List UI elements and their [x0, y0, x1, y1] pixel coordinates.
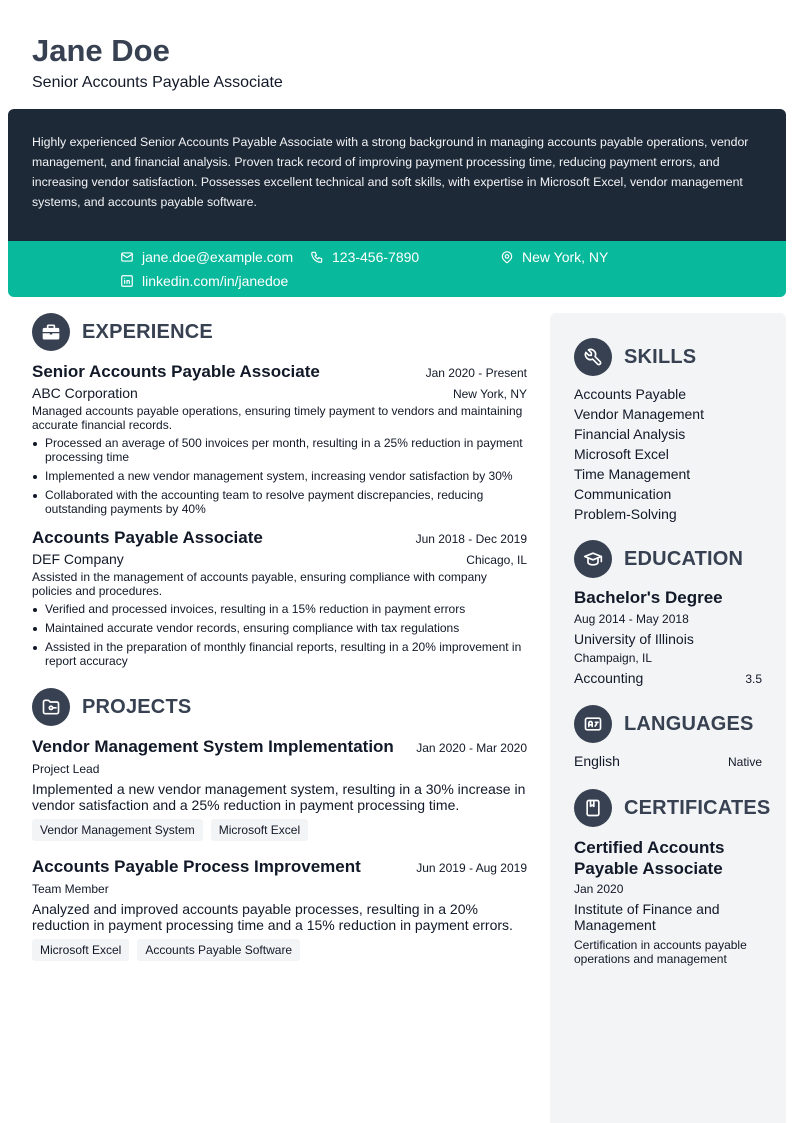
languages-heading: [574, 705, 762, 743]
sidebar: [550, 313, 786, 1123]
tag: Accounts Payable Software: [137, 939, 300, 961]
tag: Microsoft Excel: [211, 819, 308, 841]
education-heading: [574, 540, 762, 578]
skill-item: Accounts Payable: [574, 386, 687, 402]
projects-title: PROJECTS: [82, 695, 192, 718]
projects-heading: [32, 688, 527, 726]
certificate-entry: [574, 837, 762, 966]
skill-item: Problem-Solving: [574, 506, 677, 522]
skill-item: Time Management: [574, 466, 691, 482]
skills-heading: [574, 338, 762, 376]
achievement-item: Maintained accurate vendor records, ensuring compliance with tax regulations: [32, 621, 527, 635]
experience-entry: [32, 528, 527, 668]
company-name: ABC Corporation: [32, 385, 138, 401]
job-achievements: [32, 602, 527, 668]
school-name: University of Illinois: [574, 631, 694, 647]
contact-location: [500, 247, 608, 267]
certificate-icon: [574, 789, 612, 827]
summary-section: [8, 109, 786, 241]
achievement-item: Assisted in the preparation of monthly financial reports, resulting in a 20% improvement in report accuracy: [32, 640, 527, 668]
skill-item: Microsoft Excel: [574, 446, 669, 462]
resume-header: [32, 33, 283, 92]
education-entry: [574, 588, 762, 686]
language-level: Native: [727, 755, 762, 769]
job-location: New York, NY: [452, 387, 527, 401]
briefcase-icon: [32, 313, 70, 351]
skill-item: Financial Analysis: [574, 426, 686, 442]
certificates-heading: [574, 789, 771, 827]
candidate-title: Senior Accounts Payable Associate: [32, 74, 283, 91]
phone-icon: [310, 250, 324, 264]
contact-bar: [8, 241, 786, 297]
achievement-item: Verified and processed invoices, resulting in a 15% reduction in payment errors: [32, 602, 527, 616]
languages-title: LANGUAGES: [624, 712, 754, 735]
job-location: Chicago, IL: [466, 553, 527, 567]
contact-email[interactable]: [120, 247, 293, 267]
skill-item: Communication: [574, 486, 672, 502]
language-item: [574, 753, 762, 769]
contact-phone[interactable]: [310, 247, 419, 267]
job-title: Accounts Payable Associate: [32, 528, 263, 547]
education-dates: Aug 2014 - May 2018: [574, 612, 689, 626]
project-entry: [32, 737, 527, 841]
phone-text: 123-456-7890: [332, 249, 420, 265]
graduation-cap-icon: [574, 540, 612, 578]
map-pin-icon: [500, 250, 514, 264]
company-name: DEF Company: [32, 551, 124, 567]
certificate-issuer: Institute of Finance and Management: [574, 901, 720, 933]
skills-title: SKILLS: [624, 345, 697, 368]
job-achievements: [32, 436, 527, 516]
email-text: jane.doe@example.com: [142, 249, 294, 265]
job-title: Senior Accounts Payable Associate: [32, 362, 320, 381]
project-dates: Jun 2019 - Aug 2019: [416, 861, 527, 875]
linkedin-icon: [120, 274, 134, 288]
translate-icon: [574, 705, 612, 743]
certificate-date: Jan 2020: [574, 882, 624, 896]
project-role: Project Lead: [32, 762, 100, 776]
certificate-title: Certified Accounts Payable Associate: [574, 838, 725, 878]
project-title: Vendor Management System Implementation: [32, 737, 394, 756]
achievement-item: Processed an average of 500 invoices per month, resulting in a 25% reduction in payment processing time: [32, 436, 527, 464]
main-column: [32, 313, 527, 961]
candidate-name: Jane Doe: [32, 33, 170, 68]
achievement-item: Collaborated with the accounting team to resolve payment discrepancies, reducing outstanding payments by 40%: [32, 488, 527, 516]
tag: Vendor Management System: [32, 819, 203, 841]
project-role: Team Member: [32, 882, 109, 896]
project-description: Analyzed and improved accounts payable processes, resulting in a 20% reduction in payment processing time and a 15% reduction in payment errors.: [32, 901, 513, 933]
project-entry: [32, 857, 527, 961]
experience-entry: [32, 362, 527, 516]
certificate-description: Certification in accounts payable operations and management: [574, 938, 747, 966]
experience-title: EXPERIENCE: [82, 320, 213, 343]
school-location: Champaign, IL: [574, 651, 653, 665]
job-description: Managed accounts payable operations, ensuring timely payment to vendors and maintaining accurate financial records.: [32, 404, 523, 432]
skill-item: Vendor Management: [574, 406, 704, 422]
project-tags: [32, 939, 527, 961]
education-title: EDUCATION: [624, 547, 744, 570]
project-title: Accounts Payable Process Improvement: [32, 857, 361, 876]
project-dates: Jan 2020 - Mar 2020: [416, 741, 527, 755]
field-of-study: Accounting: [574, 670, 644, 686]
certificates-title: CERTIFICATES: [624, 796, 771, 819]
linkedin-text: linkedin.com/in/janedoe: [142, 273, 289, 289]
experience-heading: [32, 313, 527, 351]
language-name: English: [574, 753, 620, 769]
skills-list: [574, 384, 762, 524]
folder-icon: [32, 688, 70, 726]
degree: Bachelor's Degree: [574, 588, 723, 607]
job-dates: Jan 2020 - Present: [425, 366, 527, 380]
contact-linkedin[interactable]: [120, 271, 288, 291]
mail-icon: [120, 250, 134, 264]
tag: Microsoft Excel: [32, 939, 129, 961]
job-description: Assisted in the management of accounts payable, ensuring compliance with company policies and procedures.: [32, 570, 487, 598]
achievement-item: Implemented a new vendor management system, increasing vendor satisfaction by 30%: [32, 469, 527, 483]
gpa: 3.5: [745, 672, 762, 686]
project-tags: [32, 819, 527, 841]
project-description: Implemented a new vendor management system, resulting in a 30% increase in vendor satisfaction and a 25% reduction in payment processing time.: [32, 781, 526, 813]
summary-text: Highly experienced Senior Accounts Payable Associate with a strong background in managing accounts payable operations, vendor management, and financial analysis. Proven track record of improving payment processing time, reducing payment errors, and increasing vendor satisfaction. Possesses excellent technical and soft skills, with expertise in Microsoft Excel, vendor management systems, and accounts payable software.: [32, 135, 749, 209]
job-dates: Jun 2018 - Dec 2019: [415, 532, 527, 546]
location-text: New York, NY: [522, 249, 609, 265]
wrench-icon: [574, 338, 612, 376]
